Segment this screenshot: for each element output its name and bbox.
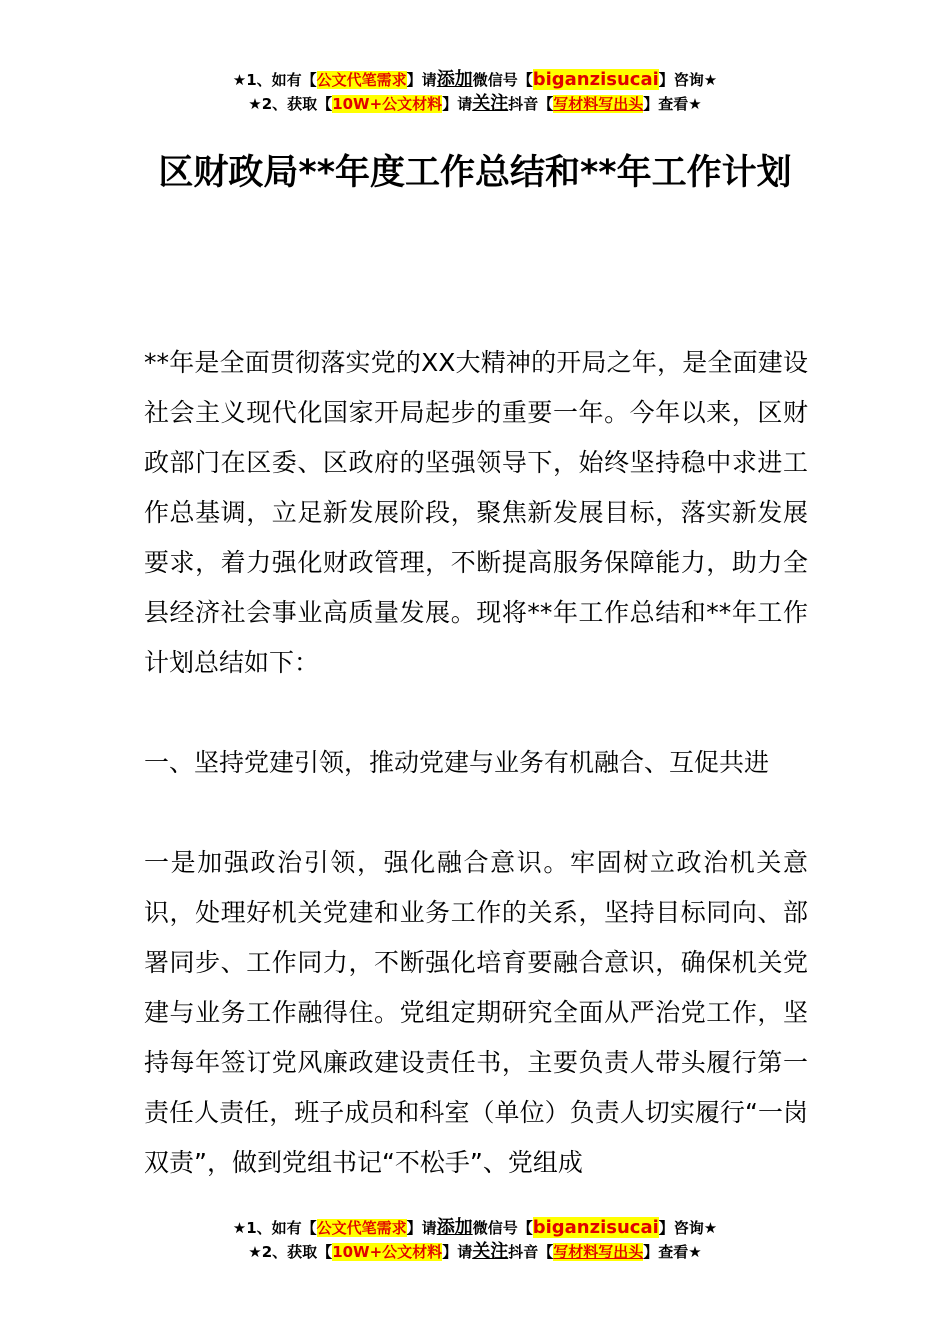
promo-banner-bottom [0, 1216, 950, 1264]
promo-line-1 [0, 68, 950, 92]
promo-text: 】查看★ [643, 1243, 702, 1261]
promo-douyin-id: 写材料写出头 [553, 1243, 644, 1261]
promo-highlight: 10W+公文材料 [332, 1243, 443, 1261]
promo-text: ★1、如有【 [232, 71, 317, 89]
promo-text: 】请 [406, 1219, 437, 1237]
promo-emphasis: 添加 [436, 1217, 473, 1238]
promo-text: 】咨询★ [658, 71, 718, 89]
section-heading: 一、坚持党建引领，推动党建与业务有机融合、互促共进 [144, 748, 770, 777]
promo-highlight: 10W+公文材料 [332, 95, 443, 113]
promo-text: 】咨询★ [658, 1219, 718, 1237]
promo-emphasis: 关注 [472, 93, 509, 114]
section-paragraph: 一是加强政治引领，强化融合意识。牢固树立政治机关意识，处理好机关党建和业务工作的关系，坚持目标同向、部署同步、工作同力，不断强化培育要融合意识，确保机关党建与业务工作融得住。党组定期研究全面从严治党工作，坚持每年签订党风廉政建设责任书，主要负责人带头履行第一责任人责任，班子成员和科室（单位）负责人切实履行“一岗双责”，做到党组书记“不松手”、党组成 [144, 848, 808, 1177]
promo-text: 】查看★ [643, 95, 702, 113]
promo-text: 】请 [442, 1243, 473, 1261]
promo-wechat-id: biganzisucai [532, 69, 659, 90]
promo-emphasis: 添加 [436, 69, 473, 90]
promo-text: 抖音【 [508, 1243, 554, 1261]
intro-paragraph: **年是全面贯彻落实党的XX大精神的开局之年，是全面建设社会主义现代化国家开局起步的重要一年。今年以来，区财政部门在区委、区政府的坚强领导下，始终坚持稳中求进工作总基调，立足新发展阶段，聚焦新发展目标，落实新发展要求，着力强化财政管理，不断提高服务保障能力，助力全县经济社会事业高质量发展。现将**年工作总结和**年工作计划总结如下： [144, 348, 808, 677]
promo-wechat-id: biganzisucai [532, 1217, 659, 1238]
promo-emphasis: 关注 [472, 1241, 509, 1262]
promo-banner-top [0, 68, 950, 116]
document-title: 区财政局**年度工作总结和**年工作计划 [158, 153, 792, 193]
promo-text: 微信号【 [472, 71, 533, 89]
promo-text: 】请 [442, 95, 473, 113]
promo-text: 微信号【 [472, 1219, 533, 1237]
promo-highlight: 公文代笔需求 [316, 71, 407, 89]
promo-line-2 [0, 92, 950, 116]
promo-highlight: 公文代笔需求 [316, 1219, 407, 1237]
promo-text: 】请 [406, 71, 437, 89]
promo-text: ★2、获取【 [248, 95, 333, 113]
promo-text: ★2、获取【 [248, 1243, 333, 1261]
promo-line-2 [0, 1240, 950, 1264]
promo-line-1 [0, 1216, 950, 1240]
promo-text: ★1、如有【 [232, 1219, 317, 1237]
promo-text: 抖音【 [508, 95, 554, 113]
promo-douyin-id: 写材料写出头 [553, 95, 644, 113]
